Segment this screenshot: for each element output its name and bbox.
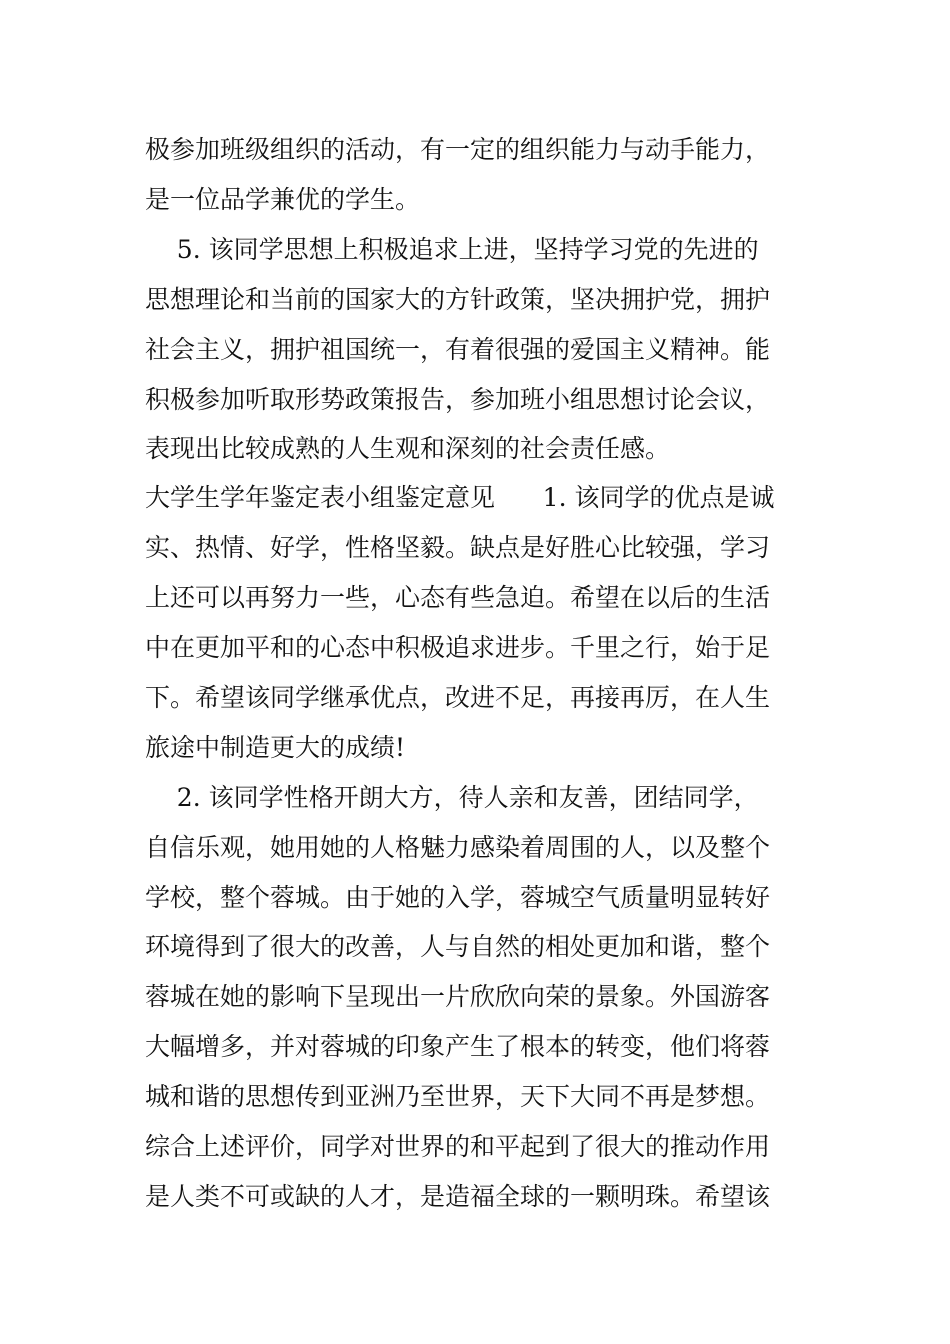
text-line: 2. 该同学性格开朗大方，待人亲和友善，团结同学， <box>145 783 759 812</box>
text-line: 旅途中制造更大的成绩! <box>145 733 406 762</box>
text-line: 自信乐观，她用她的人格魅力感染着周围的人，以及整个 <box>145 833 771 862</box>
text-line: 蓉城在她的影响下呈现出一片欣欣向荣的景象。外国游客 <box>145 982 771 1011</box>
text-line: 综合上述评价，同学对世界的和平起到了很大的推动作用 <box>145 1132 771 1161</box>
text-line: 环境得到了很大的改善，人与自然的相处更加和谐，整个 <box>145 932 771 961</box>
text-line: 大幅增多，并对蓉城的印象产生了根本的转变，他们将蓉 <box>145 1032 771 1061</box>
text-line: 社会主义，拥护祖国统一，有着很强的爱国主义精神。能 <box>145 335 771 364</box>
text-line: 极参加班级组织的活动，有一定的组织能力与动手能力， <box>145 135 771 164</box>
text-line: 思想理论和当前的国家大的方针政策，坚决拥护党，拥护 <box>145 285 771 314</box>
text-line: 下。希望该同学继承优点，改进不足，再接再厉，在人生 <box>145 683 771 712</box>
text-line: 中在更加平和的心态中积极追求进步。千里之行，始于足 <box>145 633 771 662</box>
text-line: 大学生学年鉴定表小组鉴定意见 1. 该同学的优点是诚 <box>145 483 775 512</box>
text-line: 是一位品学兼优的学生。 <box>145 185 421 214</box>
text-line: 表现出比较成熟的人生观和深刻的社会责任感。 <box>145 434 671 463</box>
text-line: 城和谐的思想传到亚洲乃至世界，天下大同不再是梦想。 <box>145 1082 771 1111</box>
text-line: 上还可以再努力一些，心态有些急迫。希望在以后的生活 <box>145 583 771 612</box>
text-line: 5. 该同学思想上积极追求上进，坚持学习党的先进的 <box>145 235 759 264</box>
text-line: 实、热情、好学，性格坚毅。缺点是好胜心比较强，学习 <box>145 533 771 562</box>
text-line: 是人类不可或缺的人才，是造福全球的一颗明珠。希望该 <box>145 1182 771 1211</box>
text-line: 积极参加听取形势政策报告，参加班小组思想讨论会议， <box>145 385 771 414</box>
text-line: 学校，整个蓉城。由于她的入学，蓉城空气质量明显转好 <box>145 883 771 912</box>
